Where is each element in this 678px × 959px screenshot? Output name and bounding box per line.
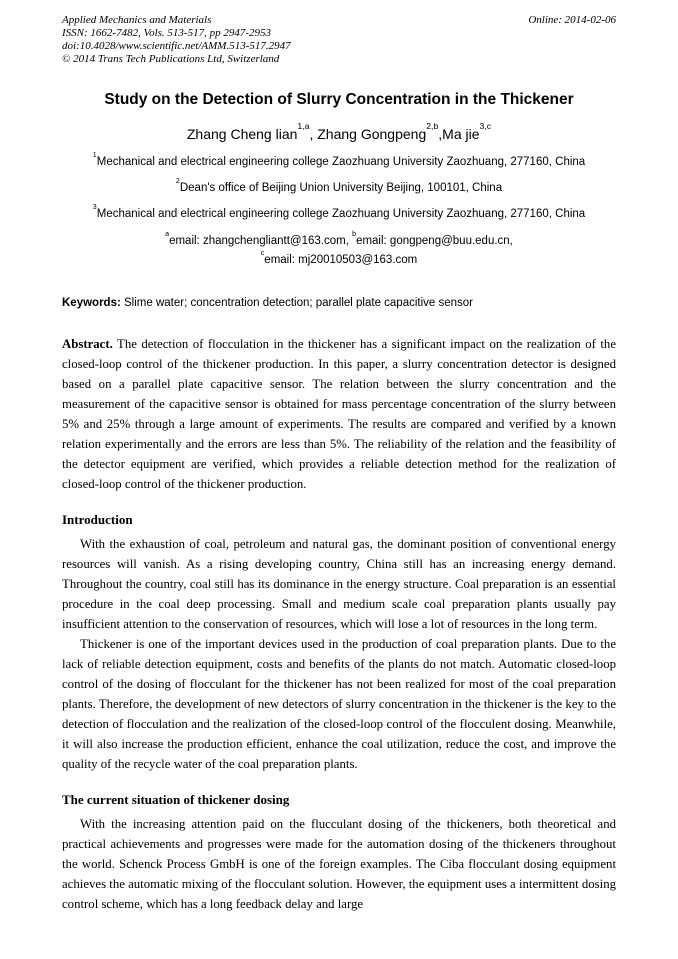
email-superscript: c [260, 248, 265, 257]
abstract-text: The detection of flocculation in the thickener has a significant impact on the realization of the closed-loop control of the thickener production. In this paper, a slurry concentration detector is designed based on a parallel plate capacitive sensor. The relation between the slurry concentration and the measurement of the capacitive sensor is obtained for mass percentage concentration of the slurry between 5% and 25% through a large amount of experiments. The results are compared and verified by a known relation experimentally and the errors are less than 5%. The reliability of the relation and the feasibility of the detector equipment are verified, which provides a reliable detection method for the realization of closed-loop control of the thickener production. [62, 337, 616, 491]
journal-name: Applied Mechanics and Materials [62, 14, 212, 26]
author-name: Zhang Cheng lian [186, 126, 298, 142]
doi-line: doi:10.4028/www.scientific.net/AMM.513-517.2947 [62, 40, 291, 52]
abstract-label: Abstract. [62, 337, 113, 351]
affiliation-superscript: 2 [175, 176, 180, 185]
keywords-label: Keywords: [62, 297, 121, 309]
body-paragraph: With the exhaustion of coal, petroleum and natural gas, the dominant position of conventional energy resources will vanish. As a rising developing country, China still has an increasing energy demand. Throughout the country, coal still has its dominance in the energy structure. Coal preparation is an essential procedure in the coal deep processing. Small and medium scale coal preparation plants usually pay insufficient attention to the conservation of resources, which will lose a lot of resources in the long term. [62, 537, 616, 631]
author-name: , Zhang Gongpeng [309, 126, 427, 142]
affiliation-text: Mechanical and electrical engineering college Zaozhuang University Zaozhuang, 277160, China [96, 208, 586, 220]
affiliation-superscript: 1 [92, 150, 97, 159]
publication-info [62, 14, 291, 66]
author-superscript: 1,a [297, 121, 310, 132]
affiliation-superscript: 3 [92, 202, 97, 211]
author-superscript: 2,b [426, 121, 439, 132]
body-paragraph: With the increasing attention paid on the flucculant dosing of the thickeners, both theoretical and practical achievements and progresses were made for the automation dosing of the thickeners throughout the world. Schenck Process GmbH is one of the foreign examples. The Ciba flocculant dosing equipment achieves the automatic mixing of the flocculant solution. However, the equipment uses a intermittent dosing control scheme, which has a long feedback delay and large [62, 817, 616, 911]
copyright-line: © 2014 Trans Tech Publications Ltd, Switzerland [62, 53, 280, 65]
author-superscript: 3,c [479, 121, 492, 132]
email-address: email: gongpeng@buu.edu.cn, [356, 235, 513, 247]
issn-line: ISSN: 1662-7482, Vols. 513-517, pp 2947-2953 [62, 27, 271, 39]
affiliation-text: Mechanical and electrical engineering college Zaozhuang University Zaozhuang, 277160, China [96, 156, 586, 168]
keywords-text: Slime water; concentration detection; parallel plate capacitive sensor [120, 297, 474, 309]
affiliation-text: Dean's office of Beijing Union University Beijing, 100101, China [179, 182, 503, 194]
email-line [62, 248, 616, 267]
keywords-line [62, 296, 616, 311]
body-paragraph: Thickener is one of the important devices used in the production of coal preparation plants. Due to the lack of reliable detection equipment, costs and benefits of the plants do not match. Automatic closed-loop control of the dosing of flocculant for the thickener has not been realized for most of the coal preparation plants. Therefore, the development of new detectors of slurry concentration in the thickener is the key to the detection of flocculation and the realization of the closed-loop control of the flocculent dosing. Meanwhile, it will also increase the production efficient, enhance the coal utilization, reduce the cost, and improve the quality of the recycle water of the coal preparation plants. [62, 637, 616, 771]
abstract [62, 334, 616, 494]
publication-header [62, 14, 616, 66]
email-address: email: mj20010503@163.com [264, 254, 418, 266]
email-line [62, 229, 616, 248]
author-name: ,Ma jie [438, 126, 480, 142]
section-heading-introduction: Introduction [62, 512, 133, 527]
email-superscript: b [352, 229, 357, 238]
affiliation-line [62, 202, 616, 221]
online-date: Online: 2014-02-06 [528, 14, 616, 26]
paper-title: Study on the Detection of Slurry Concentration in the Thickener [104, 91, 574, 108]
section-heading-current-situation: The current situation of thickener dosing [62, 792, 290, 807]
affiliation-line [62, 150, 616, 169]
email-superscript: a [165, 229, 170, 238]
authors-line [62, 121, 616, 143]
email-address: email: zhangchengliantt@163.com, [169, 235, 353, 247]
affiliation-line [62, 176, 616, 195]
